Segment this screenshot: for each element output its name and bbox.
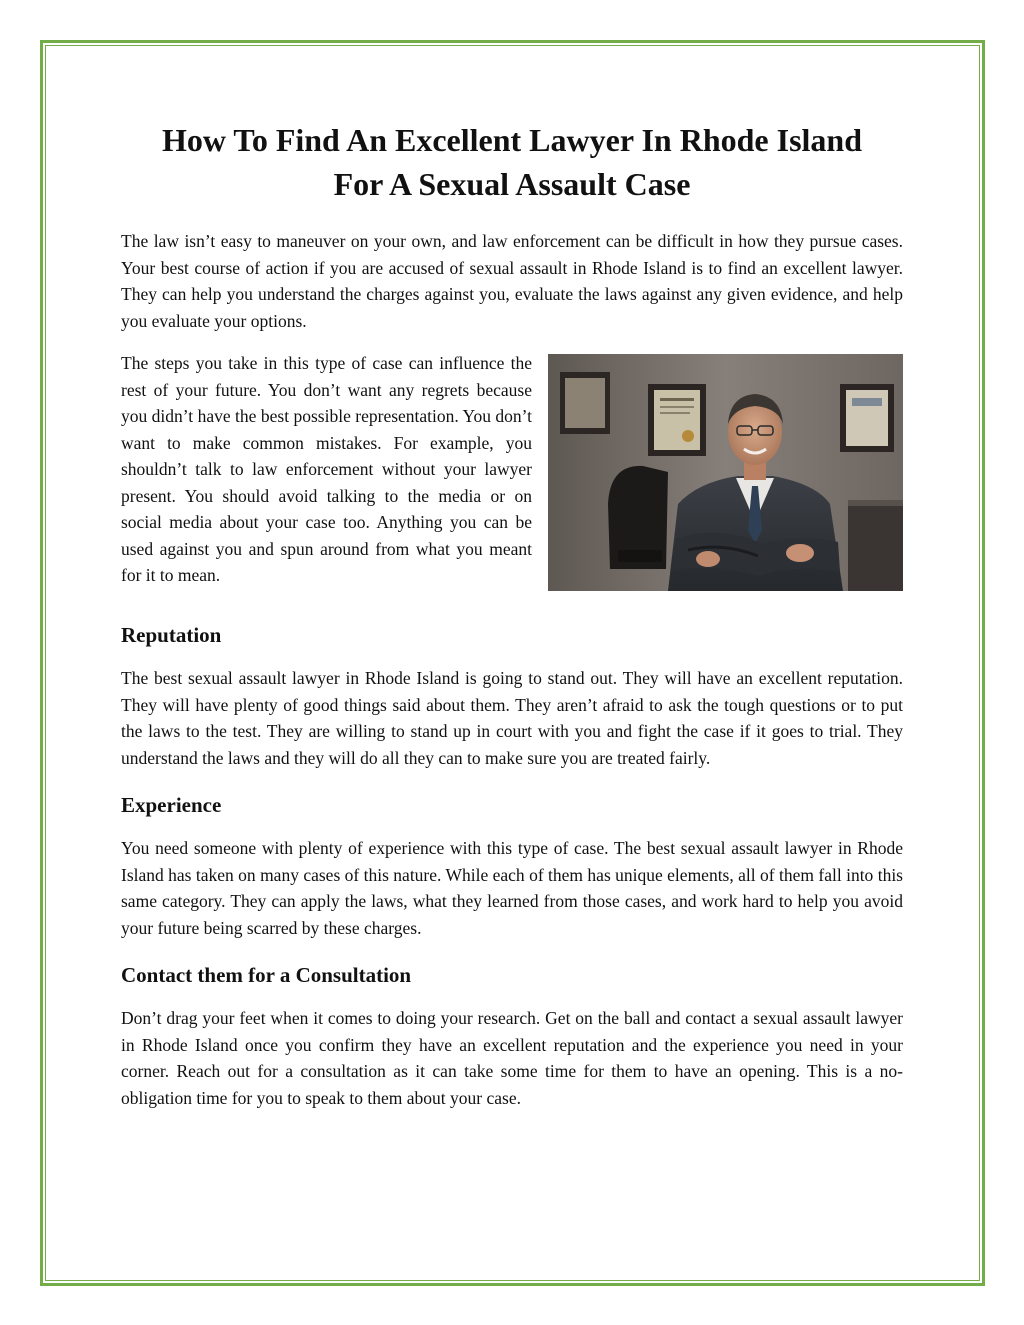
steps-paragraph: The steps you take in this type of case can influence the rest of your future. You don’t want any regrets because you didn’t have the best possible representation. You don’t want to make common mistakes. For example, you shouldn’t talk to law enforcement without your lawyer present. You should avoid talking to the media or on social media about your case too. Anything you can be used against you and spun around from what you meant for it to mean. bbox=[121, 353, 532, 585]
document-title bbox=[121, 118, 903, 206]
title-line-2: For A Sexual Assault Case bbox=[333, 166, 691, 202]
lawyer-photo bbox=[548, 354, 903, 591]
photo-text-block bbox=[121, 350, 903, 601]
title-line-1: How To Find An Excellent Lawyer In Rhode Island bbox=[161, 122, 862, 158]
document-body bbox=[121, 118, 903, 1111]
section-body-experience: You need someone with plenty of experience with this type of case. The best sexual assault lawyer in Rhode Island has taken on many cases of this nature. While each of them has unique elements, all of them fall into this same category. They can apply the laws, what they learned from those cases, and work hard to help you avoid your future being scarred by these charges. bbox=[121, 838, 903, 938]
section-body-consultation: Don’t drag your feet when it comes to doing your research. Get on the ball and contact a sexual assault lawyer in Rhode Island once you confirm they have an excellent reputation and the experience you need in your corner. Reach out for a consultation as it can take some time for them to have an opening. This is a no-obligation time for you to speak to them about your case. bbox=[121, 1008, 903, 1108]
section-body-reputation: The best sexual assault lawyer in Rhode Island is going to stand out. They will have an excellent reputation. They will have plenty of good things said about them. They aren’t afraid to ask the tough questions or to put the laws to the test. They are willing to stand up in court with you and fight the case if it goes to trial. They understand the laws and they will do all they can to make sure you are treated fairly. bbox=[121, 668, 903, 768]
intro-paragraph: The law isn’t easy to maneuver on your own, and law enforcement can be difficult in how they pursue cases. Your best course of action if you are accused of sexual assault in Rhode Island is to find an excellent lawyer. They can help you understand the charges against you, evaluate the laws against any given evidence, and help you evaluate your options. bbox=[121, 231, 903, 331]
section-heading-reputation: Reputation bbox=[121, 623, 222, 647]
section-heading-consultation: Contact them for a Consultation bbox=[121, 963, 412, 987]
section-heading-experience: Experience bbox=[121, 793, 222, 817]
